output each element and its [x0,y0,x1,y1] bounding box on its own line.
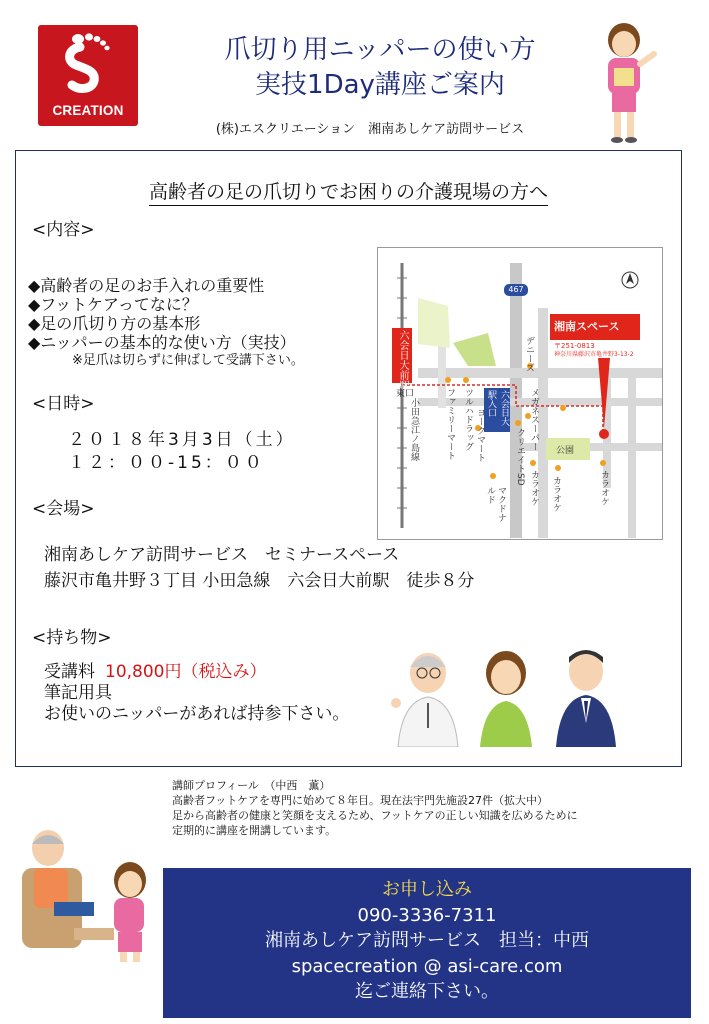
station-label: 六会日大前駅 [397,330,408,390]
foot-care-illustration [18,828,160,964]
page-title-line2: 実技1Day講座ご案内 [255,70,505,100]
bullet-item: ◆足の爪切り方の基本形 [28,314,201,333]
route-number: 467 [508,285,524,294]
bullet-item: ◆高齢者の足のお手入れの重要性 [28,276,265,295]
profile-line: 高齢者フットケアを専門に始めて８年目。現在法宇門先施設27件（拡大中） [172,794,549,807]
organization-name: (株)エスクリエーション 湘南あしケア訪問サービス [215,122,525,137]
line-label: 小田急江ノ島線 [409,398,419,461]
fee-label: 受講料 [44,662,95,682]
profile-line: 講師プロフィール （中西 薫） [172,779,331,792]
contact-org: 湘南あしケア訪問サービス 担当：中西 [265,930,589,951]
contact-box [163,868,691,1018]
shop-label: デニーズ [524,336,534,372]
west-exit-label: 六会日大駅入口 [486,390,509,426]
schedule-heading: <日時> [32,394,95,414]
shop-label: ファミリーマート [445,388,455,460]
schedule-time: １２：００-15：００ [68,453,265,473]
bring-heading: <持ち物> [32,628,112,648]
bring-block [44,662,349,725]
destination-address: 神奈川県藤沢市亀井野3-13-2 [554,351,634,358]
destination-postal: 〒251-0813 [554,342,595,350]
shop-label: カラオケ [551,476,561,512]
bring-item: お使いのニッパーがあれば持参下さい。 [44,704,350,724]
profile-line: 定期的に講座を開講しています。 [172,824,337,837]
shop-label: クリエイトSD [515,428,525,486]
bullet-item: ◆フットケアってなに？ [28,295,198,314]
contact-closing: 迄ご連絡下さい。 [355,981,499,1002]
shop-label: カラオケ [599,470,609,506]
venue-block [44,542,474,594]
shop-label: ヨークマート [475,408,485,462]
foot-logo-icon [38,25,138,105]
profile-line: 足から高齢者の健康と笑顔を支えるため、フットケアの正しい知識を広めるために [172,809,578,822]
headline [15,177,682,204]
contact-heading: お申し込み [382,879,472,900]
people-illustration [388,643,618,747]
schedule-block [68,429,296,475]
instructor-profile [172,778,578,838]
content-bullets [28,276,304,369]
headline-text: 高齢者の足の爪切りでお困りの介護現場の方へ [149,181,548,206]
bring-item: 筆記用具 [44,683,112,703]
destination-name: 湘南スペース [554,320,620,333]
shop-label: メガネスーパー [529,388,539,451]
venue-line1: 湘南あしケア訪問サービス セミナースペース [44,545,400,565]
logo-text: CREATION [52,103,124,118]
park-label: 公園 [556,446,575,456]
contact-phone: 090-3336-7311 [357,904,497,926]
bullet-item: ◆ニッパーの基本的な使い方（実技） [28,333,296,352]
content-heading: <内容> [32,220,95,240]
contact-email: spacecreation @ asi-care.com [291,955,563,977]
shop-label: カラオケ [529,470,539,506]
shop-label: ツルハドラッグ [463,388,473,451]
bullet-note: ※足爪は切らずに伸ばして受講下さい。 [72,353,304,368]
fee-value: 10,800円（税込み） [105,662,267,682]
east-exit-label: 東口 [396,389,415,399]
access-map [377,247,663,540]
schedule-date: ２０１８年3月3日（土） [68,430,296,450]
venue-heading: <会場> [32,499,95,519]
venue-line2: 藤沢市亀井野３丁目 小田急線 六会日大前駅 徒歩８分 [44,571,475,591]
shop-label: マクドナルド [485,486,506,522]
page-title-line1: 爪切り用ニッパーの使い方 [224,35,536,65]
creation-logo [38,25,138,126]
instructor-illustration [596,20,666,144]
